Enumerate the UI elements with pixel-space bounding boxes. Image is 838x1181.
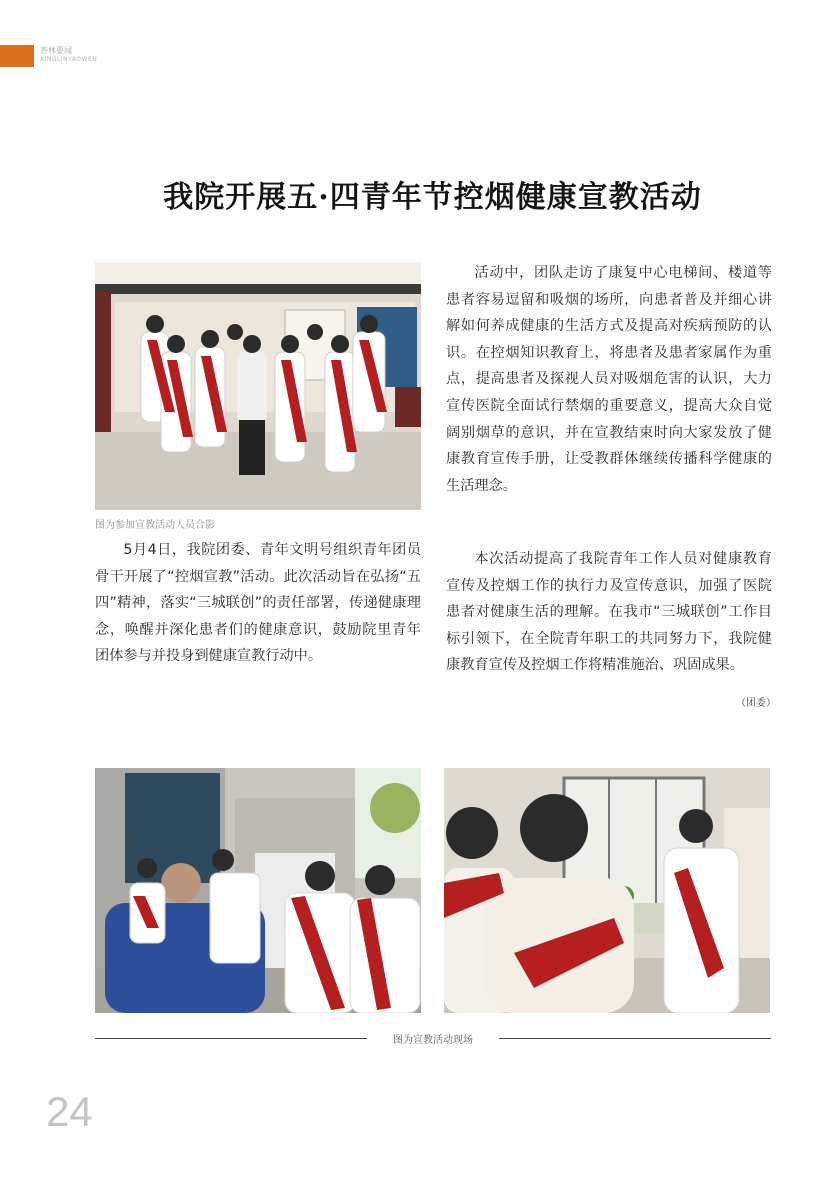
activity-photos-caption: 图为宣教活动现场 bbox=[393, 1035, 473, 1046]
activity-photo-outdoor bbox=[95, 768, 421, 1013]
activity-photo-indoor bbox=[444, 768, 770, 1013]
group-photo-caption: 图为参加宣教活动人员合影 bbox=[95, 520, 215, 531]
section-color-tab bbox=[0, 45, 34, 67]
paragraph-1: 5月4日，我院团委、青年文明号组织青年团员骨干开展了“控烟宣教”活动。此次活动旨在弘扬“五四”精神，落实“三城联创”的责任部署，传递健康理念，唤醒并深化患者们的健康意识，鼓励院里青年团体参与并投身到健康宣教行动中。 bbox=[95, 542, 421, 665]
article-signature: （团委） bbox=[736, 698, 776, 709]
page-number: 24 bbox=[46, 1088, 93, 1135]
column-name-pinyin: XINGLINYAOWEN bbox=[40, 56, 98, 63]
group-photo bbox=[95, 262, 421, 510]
caption-divider-left bbox=[95, 1038, 367, 1039]
caption-divider-right bbox=[499, 1038, 771, 1039]
paragraph-3: 本次活动提高了我院青年工作人员对健康教育宣传及控烟工作的执行力及宣传意识，加强了医院患者对健康生活的理解。在我市“三城联创”工作目标引领下，在全院青年职工的共同努力下，我院健康教育宣传及控烟工作将精准施治、巩固成果。 bbox=[446, 551, 772, 674]
paragraph-2: 活动中，团队走访了康复中心电梯间、楼道等患者容易逗留和吸烟的场所，向患者普及并细心讲解如何养成健康的生活方式及提高对疾病预防的认识。在控烟知识教育上，将患者及患者家属作为重点，提高患者及探视人员对吸烟危害的认识，大力宣传医院全面试行禁烟的重要意义，提高大众自觉阔别烟草的意识，并在宣教结束时向大家发放了健康教育宣传手册，让受教群体继续传播科学健康的生活理念。 bbox=[446, 265, 772, 494]
column-name: 杏林要闻 bbox=[40, 46, 72, 55]
article-title: 我院开展五·四青年节控烟健康宣教活动 bbox=[163, 180, 702, 215]
